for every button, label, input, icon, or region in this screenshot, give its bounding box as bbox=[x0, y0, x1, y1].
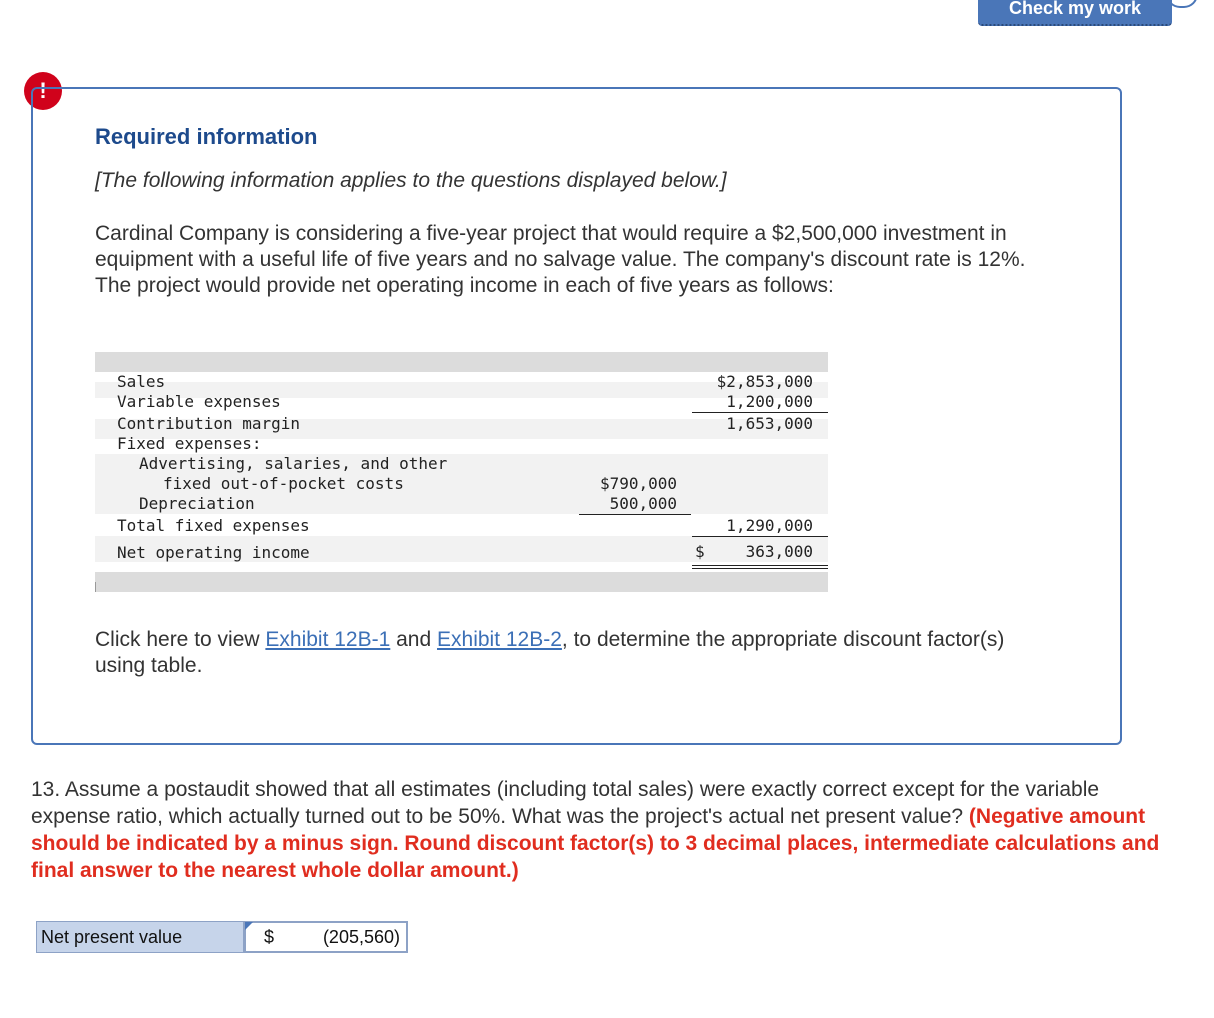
row-label-advertising: Advertising, salaries, and other bbox=[139, 454, 448, 473]
row-label-fixed-expenses: Fixed expenses: bbox=[117, 434, 262, 453]
row-value-total-fixed-expenses: 1,290,000 bbox=[726, 516, 813, 535]
row-value-depreciation: 500,000 bbox=[609, 494, 677, 513]
row-label-out-of-pocket: fixed out-of-pocket costs bbox=[163, 474, 404, 493]
alert-icon: ! bbox=[24, 72, 62, 110]
row-label-total-fixed-expenses: Total fixed expenses bbox=[117, 516, 310, 535]
row-label-net-operating-income: Net operating income bbox=[117, 543, 310, 562]
row-value-advertising: $790,000 bbox=[599, 474, 677, 493]
row-label-sales: Sales bbox=[117, 372, 166, 391]
required-information-title: Required information bbox=[95, 124, 318, 149]
question-text: 13. Assume a postaudit showed that all estimates (including total sales) were exactly correct except for the variable expense ratio, which actually turned out to be 50%. What was the project's actual net present value? bbox=[31, 778, 1100, 828]
row-value-net-operating-income: 363,000 bbox=[745, 542, 813, 561]
check-my-work-button[interactable]: Check my work bbox=[978, 0, 1172, 26]
answer-flag-icon bbox=[245, 922, 253, 930]
question-13 bbox=[31, 776, 1181, 884]
row-dollar-net-operating-income: $ bbox=[695, 542, 705, 561]
row-label-variable-expenses: Variable expenses bbox=[117, 392, 281, 411]
row-label-contribution-margin: Contribution margin bbox=[117, 414, 301, 433]
row-value-contribution-margin: 1,653,000 bbox=[726, 414, 813, 433]
exhibit-12b-1-link[interactable]: Exhibit 12B-1 bbox=[265, 628, 391, 651]
answer-currency: $ bbox=[264, 927, 275, 947]
row-value-variable-expenses: 1,200,000 bbox=[726, 392, 813, 411]
applies-note: [The following information applies to the questions displayed below.] bbox=[95, 169, 727, 192]
answer-value[interactable]: (205,560) bbox=[322, 927, 400, 947]
income-statement-table bbox=[95, 352, 828, 592]
question-instruction: (Negative amount should be indicated by a minus sign. Round discount factor(s) to 3 decimal places, intermediate calculations and final answer to the nearest whole dollar amount.) bbox=[31, 805, 1160, 882]
net-present-value-label: Net present value bbox=[36, 921, 244, 953]
exhibit-links-paragraph: Click here to view Exhibit 12B-1 and Exhibit 12B-2, to determine the appropriate discount factor(s) using table. bbox=[95, 628, 1005, 677]
row-value-sales: $2,853,000 bbox=[716, 372, 813, 391]
net-present-value-input[interactable] bbox=[244, 921, 408, 953]
exhibit-12b-2-link[interactable]: Exhibit 12B-2 bbox=[437, 628, 562, 651]
row-label-depreciation: Depreciation bbox=[139, 494, 255, 513]
problem-description: Cardinal Company is considering a five-year project that would require a $2,500,000 investment in equipment with a useful life of five years and no salvage value. The company's discount rate is 12%. The project would provide net operating income in each of five years as follows: bbox=[95, 222, 1026, 297]
